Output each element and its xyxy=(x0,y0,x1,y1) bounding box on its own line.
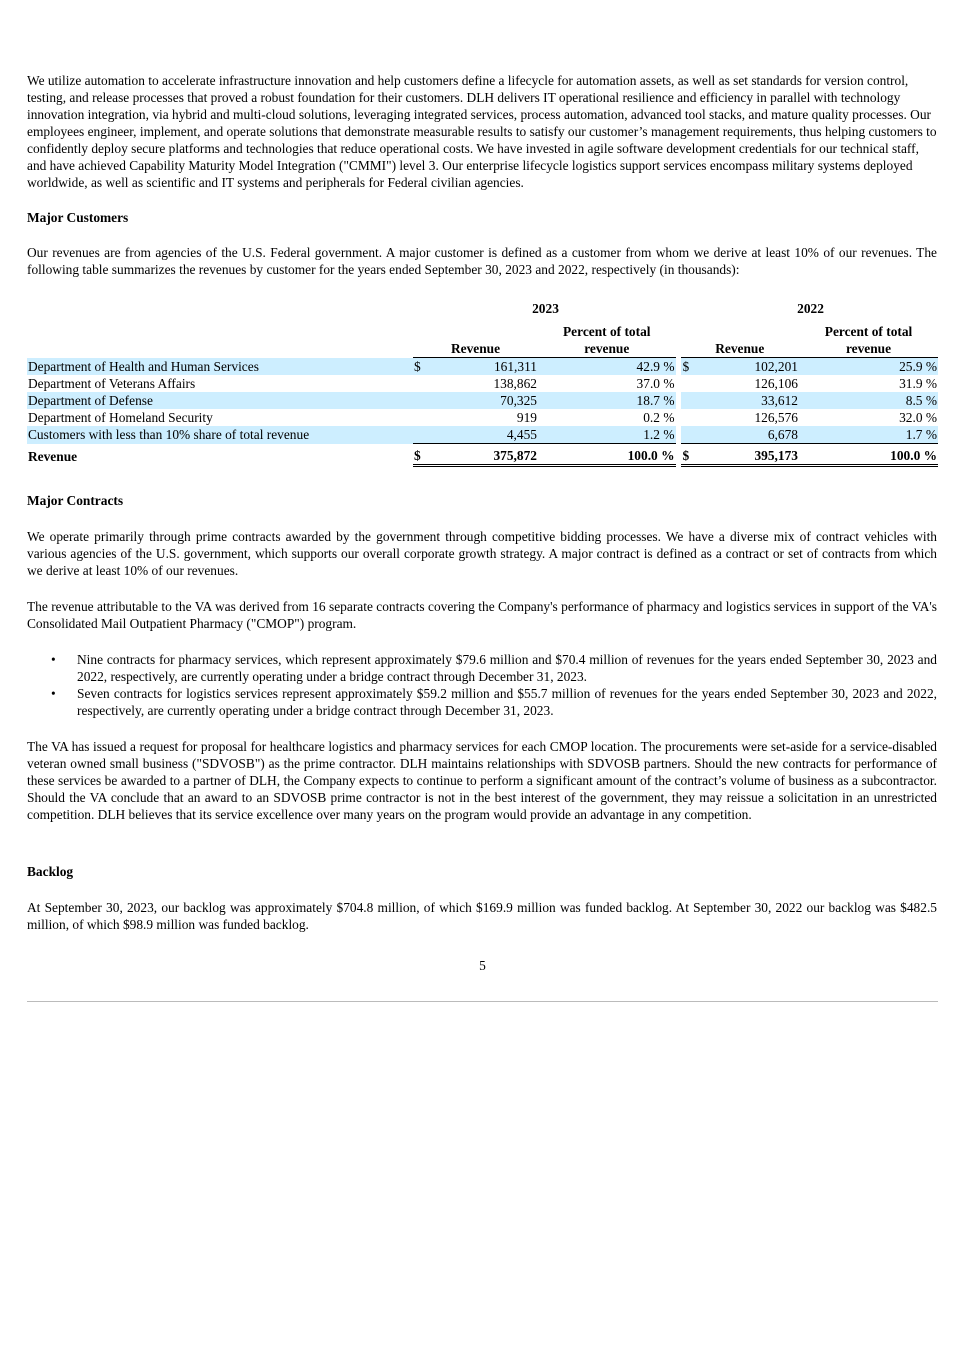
table-row xyxy=(27,392,938,409)
currency-symbol: $ xyxy=(678,358,695,376)
percent-2023: 0.2 % xyxy=(643,410,675,425)
page-number: 5 xyxy=(479,958,486,973)
col-revenue-2022: Revenue xyxy=(678,323,799,358)
bullet-item xyxy=(27,685,937,719)
col-percent-2022: Percent of total revenue xyxy=(799,323,938,358)
revenue-2022: 126,576 xyxy=(754,410,798,425)
percent-2023: 1.2 % xyxy=(538,426,678,444)
contracts-bullet-list xyxy=(27,651,937,719)
revenue-2022: 33,612 xyxy=(695,392,799,409)
bullet-text: Seven contracts for logistics services represent approximately $59.2 million and $55.7 million of revenues for the years ended September 30, 2023 and 2022, respectively, are currently operating under a bridge contract through December 31, 2023. xyxy=(77,686,937,718)
revenue-2022: 126,106 xyxy=(754,376,798,391)
currency-symbol: $ xyxy=(413,444,430,466)
customer-name: Customers with less than 10% share of total revenue xyxy=(27,426,413,444)
heading-backlog: Backlog xyxy=(27,864,74,879)
table-row xyxy=(27,375,938,392)
total-revenue-2023: 375,872 xyxy=(430,444,538,466)
heading-major-contracts: Major Contracts xyxy=(27,493,124,508)
bullet-item xyxy=(27,651,937,685)
currency-symbol xyxy=(413,375,430,392)
revenue-2022: 6,678 xyxy=(695,426,799,444)
rfp-paragraph: The VA has issued a request for proposal for healthcare logistics and pharmacy services for each CMOP location. The procurements were set-aside for a service-disabled veteran owned small business ("SDVOSB") as the prime contractor. DLH maintains relationships with SDVOSB partners. Should the new contracts for performance of these services be awarded to a partner of DLH, the Company expects to continue to perform a significant amount of the contract’s volume of business as a subcontractor. Should the VA conclude that an award to an SDVOSB prime contractor is not in the best interest of the government, they may reissue a solicitation in an unrestricted competition. DLH believes that its service excellence over many years on the program would provide an advantage in any competition. xyxy=(27,739,937,822)
col-percent-2023: Percent of total revenue xyxy=(538,323,678,358)
revenue-2023: 919 xyxy=(516,410,537,425)
total-row xyxy=(27,444,938,466)
revenue-2023: 70,325 xyxy=(430,392,538,409)
percent-2022: 25.9 % xyxy=(799,358,938,376)
percent-2022: 32.0 % xyxy=(899,410,938,425)
bullet-text: Nine contracts for pharmacy services, which represent approximately $79.6 million and $70.4 million of revenues for the years ended September 30, 2023 and 2022, respectively, are currently operating under a bridge contract through December 31, 2023. xyxy=(77,652,937,684)
percent-2022: 1.7 % xyxy=(799,426,938,444)
revenue-2023: 138,862 xyxy=(493,376,537,391)
customers-paragraph: Our revenues are from agencies of the U.S. Federal government. A major customer is defined as a customer from whom we derive at least 10% of our revenues. The following table summarizes the revenues by customer for the years ended September 30, 2023 and 2022, respectively (in thousands): xyxy=(27,245,937,277)
revenue-2023: 4,455 xyxy=(430,426,538,444)
bullet-marker: • xyxy=(51,652,56,667)
percent-2023: 42.9 % xyxy=(538,358,678,376)
total-revenue-2022: 395,173 xyxy=(695,444,799,466)
customer-name: Department of Defense xyxy=(27,392,413,409)
customer-name: Department of Health and Human Services xyxy=(27,358,413,376)
page-divider xyxy=(27,1001,938,1002)
customer-name: Department of Veterans Affairs xyxy=(28,376,196,391)
total-label: Revenue xyxy=(28,448,78,464)
percent-2022: 31.9 % xyxy=(899,376,938,391)
table-row xyxy=(27,409,938,426)
percent-2023: 18.7 % xyxy=(538,392,678,409)
currency-symbol xyxy=(413,409,430,426)
va-paragraph: The revenue attributable to the VA was derived from 16 separate contracts covering the Company's performance of pharmacy and logistics services in support of the VA's Consolidated Mail Outpatient Pharmacy ("CMOP") program. xyxy=(27,599,937,631)
year-header-2023: 2023 xyxy=(532,301,559,316)
year-header-2022: 2022 xyxy=(797,301,824,316)
revenue-by-customer-table xyxy=(27,300,938,467)
currency-symbol xyxy=(678,375,695,392)
bullet-marker: • xyxy=(51,686,56,701)
currency-symbol xyxy=(678,426,695,444)
total-percent-2022: 100.0 % xyxy=(799,444,938,466)
currency-symbol: $ xyxy=(678,444,695,466)
table-row xyxy=(27,426,938,444)
table-row xyxy=(27,358,938,376)
currency-symbol xyxy=(413,426,430,444)
revenue-2022: 102,201 xyxy=(695,358,799,376)
contracts-paragraph: We operate primarily through prime contracts awarded by the government through competitive bidding processes. We have a diverse mix of contract vehicles with various agencies of the U.S. government, which supports our overall corporate growth strategy. A major contract is defined as a contract or set of contracts from which we derive at least 10% of our revenues. xyxy=(27,529,937,578)
percent-2022: 8.5 % xyxy=(799,392,938,409)
currency-symbol: $ xyxy=(413,358,430,376)
customer-name: Department of Homeland Security xyxy=(28,410,213,425)
intro-paragraph: We utilize automation to accelerate infrastructure innovation and help customers define a lifecycle for automation assets, as well as set standards for version control, testing, and release processes that proved a robust foundation for their customers. DLH delivers IT operational resilience and efficiency in parallel with technology innovation integration, via hybrid and multi-cloud solutions, leveraging integrated services, process automation, advanced tool stacks, and mature quality processes. Our employees engineer, implement, and operate solutions that demonstrate measurable results to satisfy our customer’s management requirements, thus helping customers to confidently deploy secure platforms and technologies that reduce operational costs. We have invested in agile software development credentials for our technical staff, and have achieved Capability Maturity Model Integration ("CMMI") level 3. Our enterprise lifecycle logistics support services encompass military systems deployed worldwide, as well as scientific and IT systems and peripherals for Federal civilian agencies. xyxy=(27,73,937,190)
currency-symbol xyxy=(413,392,430,409)
currency-symbol xyxy=(678,392,695,409)
heading-major-customers: Major Customers xyxy=(27,210,129,225)
col-revenue-2023: Revenue xyxy=(413,323,538,358)
currency-symbol xyxy=(678,409,695,426)
revenue-2023: 161,311 xyxy=(430,358,538,376)
total-percent-2023: 100.0 % xyxy=(538,444,678,466)
backlog-paragraph: At September 30, 2023, our backlog was approximately $704.8 million, of which $169.9 million was funded backlog. At September 30, 2022 our backlog was $482.5 million, of which $98.9 million was funded backlog. xyxy=(27,900,937,932)
percent-2023: 37.0 % xyxy=(636,376,675,391)
